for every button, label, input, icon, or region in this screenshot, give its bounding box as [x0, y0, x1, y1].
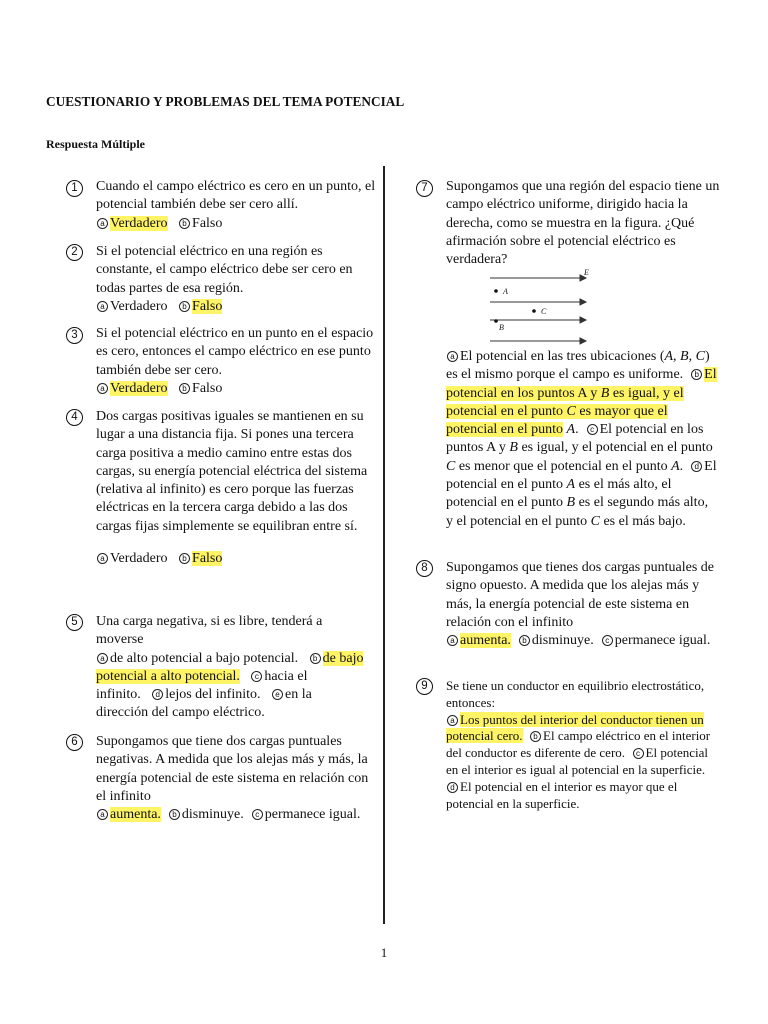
option-text: C [446, 458, 456, 474]
option-letter-badge: c [252, 809, 263, 820]
section-subtitle: Respuesta Múltiple [46, 137, 145, 151]
answer-option-c [601, 633, 711, 648]
answer-option-b [178, 551, 222, 566]
option-letter-badge: b [169, 809, 180, 820]
option-text: . [679, 458, 684, 474]
option-text: El potencial en el interior es mayor que el potencial en la superficie. [446, 778, 678, 811]
question-stem: Se tiene un conductor en equilibrio electrostático, entonces: [446, 678, 705, 710]
question-stem: Cuando el campo eléctrico es cero en un punto, el potencial también debe ser cero allí. [96, 179, 376, 213]
answer-options [96, 551, 222, 566]
option-letter-badge: a [97, 383, 108, 394]
point-a-dot [494, 289, 498, 293]
highlighted-answer-text: Falso [192, 298, 223, 314]
question-body [96, 325, 378, 398]
option-letter-badge: c [251, 671, 262, 682]
question-number-badge: 2 [66, 244, 83, 261]
highlighted-answer-text: Los puntos del interior del conductor tienen un potencial cero. [446, 711, 704, 744]
option-text: en la dirección del campo eléctrico. [96, 687, 312, 721]
option-text: C [695, 349, 705, 364]
point-label-a: A [503, 287, 508, 296]
answer-option-a [96, 216, 168, 231]
answer-option-d [151, 687, 260, 702]
option-letter-badge: a [97, 218, 108, 229]
option-letter-badge: b [691, 369, 702, 380]
option-letter-badge: b [530, 731, 541, 742]
option-text: B [680, 349, 689, 364]
answer-option-a [96, 651, 298, 666]
answer-option-b [178, 381, 222, 396]
question-body [446, 559, 722, 650]
option-letter-badge: d [447, 782, 458, 793]
option-letter-badge: b [179, 553, 190, 564]
highlighted-answer-text: es igual, y el potencial en el punto [446, 385, 684, 419]
option-letter-badge: b [179, 218, 190, 229]
question-options-block [446, 348, 718, 531]
page-title: CUESTIONARIO Y PROBLEMAS DEL TEMA POTENCIAL [46, 94, 405, 109]
option-text: El potencial en los puntos A y [446, 422, 704, 456]
highlighted-answer-text: aumenta. [460, 633, 511, 649]
highlighted-answer-text: Verdadero [110, 380, 168, 396]
question-number-badge: 4 [66, 409, 83, 426]
option-text: disminuye. [531, 633, 594, 649]
option-text: . [575, 422, 579, 438]
option-text: hacia el infinito. [96, 668, 308, 703]
option-text: es igual, y el potencial en el punto [517, 440, 713, 456]
option-letter-badge: a [97, 809, 108, 820]
option-text: es el más bajo. [599, 513, 686, 529]
answer-options [96, 299, 222, 314]
option-text: es menor que el potencial en el punto [455, 458, 672, 474]
option-text: El potencial en el punto [446, 458, 717, 493]
question-stem: Dos cargas positivas iguales se mantienen en su lugar a una distancia fija. Si pones una tercera carga positiva a medio camino entre estas dos cargas, su energía potencial eléctrica del sistema (relativa al infinito) es cero porque las fuerzas eléctricas en la tercera carga debido a las dos cargas fijas simplemente se equilibran entre sí. [96, 409, 368, 534]
option-text: A [566, 477, 576, 493]
option-letter-badge: a [97, 653, 108, 664]
option-text: Falso [192, 215, 223, 231]
point-b-dot [494, 319, 498, 323]
option-letter-badge: d [691, 461, 702, 472]
question-stem: Si el potencial eléctrico en una región es constante, el campo eléctrico debe ser cero en todas partes de esa región. [96, 244, 353, 296]
highlighted-answer-text: B [600, 385, 610, 401]
option-text: B [509, 440, 518, 456]
question-body [96, 613, 366, 723]
option-text: disminuye. [181, 807, 244, 823]
option-text: A [671, 458, 680, 474]
question-body [96, 243, 378, 316]
option-letter-badge: b [519, 635, 530, 646]
highlighted-answer-text: Falso [192, 551, 223, 567]
option-text: A [664, 349, 674, 364]
answer-option-a [96, 807, 161, 822]
point-label-b: B [499, 323, 504, 332]
point-label-c: C [541, 307, 547, 316]
option-letter-badge: d [152, 689, 163, 700]
highlighted-answer-text: C [566, 403, 576, 419]
option-text: de alto potencial a bajo potencial. [110, 650, 299, 666]
question-number-badge: 6 [66, 734, 83, 751]
answer-option-a [96, 551, 168, 566]
option-letter-badge: b [310, 653, 321, 664]
answer-option-b [178, 299, 222, 314]
option-text: Falso [192, 380, 223, 396]
highlighted-answer-text: Verdadero [110, 215, 168, 231]
option-text: A [566, 422, 576, 438]
option-text: lejos del infinito. [165, 687, 261, 703]
question-stem: Una carga negativa, si es libre, tenderá a moverse [96, 614, 323, 648]
option-text: Verdadero [110, 551, 168, 567]
answer-options [446, 349, 717, 529]
question-body [96, 733, 370, 824]
question-number-badge: 7 [416, 180, 433, 197]
answer-options [96, 216, 222, 231]
answer-option-b [178, 216, 222, 231]
option-text: B [566, 495, 576, 511]
question-body [96, 408, 378, 568]
highlighted-answer-text: de bajo potencial a alto potencial. [96, 650, 364, 684]
question-number-badge: 9 [416, 678, 433, 695]
option-text: El campo eléctrico en el interior del conductor es diferente de cero. [446, 728, 711, 761]
option-letter-badge: e [272, 689, 283, 700]
option-text: permanece igual. [614, 633, 711, 649]
option-letter-badge: a [97, 553, 108, 564]
option-letter-badge: a [447, 715, 458, 726]
answer-option-b [518, 633, 594, 648]
answer-option-c [251, 807, 361, 822]
answer-option-a [446, 349, 710, 382]
option-letter-badge: a [447, 635, 458, 646]
option-text: El potencial en las tres ubicaciones ( [460, 349, 665, 364]
answer-options [96, 651, 363, 721]
answer-option-b [168, 807, 244, 822]
question-body [446, 678, 714, 812]
field-label-e: E [584, 268, 589, 277]
highlighted-answer-text: El potencial en los puntos A y [446, 367, 717, 401]
answer-option-d [446, 779, 677, 811]
column-divider [383, 166, 385, 924]
question-number-badge: 8 [416, 560, 433, 577]
question-number-badge: 1 [66, 180, 83, 197]
answer-options [96, 381, 222, 396]
option-letter-badge: c [587, 424, 598, 435]
option-text: Verdadero [110, 298, 168, 314]
option-text: C [590, 513, 600, 529]
question-number-badge: 3 [66, 327, 83, 344]
answer-options [446, 633, 710, 648]
option-text: es el segundo más alto, y el potencial en el punto [446, 495, 709, 529]
option-text: permanece igual. [264, 807, 361, 823]
highlighted-answer-text: es mayor que el potencial en el punto [446, 403, 668, 438]
page-number: 1 [380, 945, 388, 960]
answer-option-a [96, 381, 168, 396]
answer-options [96, 807, 360, 822]
uniform-field-figure [484, 268, 594, 346]
option-letter-badge: a [447, 351, 458, 362]
question-stem: Supongamos que tienes dos cargas puntuales de signo opuesto. A medida que los alejas más y más, la energía potencial de este sistema en relación con el infinito [446, 560, 715, 630]
answer-options [446, 712, 712, 811]
option-letter-badge: b [179, 301, 190, 312]
question-stem: Si el potencial eléctrico en un punto en el espacio es cero, entonces el campo eléctrico en ese punto también debe ser cero. [96, 326, 374, 378]
highlighted-answer-text: aumenta. [110, 807, 161, 823]
point-c-dot [532, 309, 536, 313]
option-letter-badge: b [179, 383, 190, 394]
answer-option-a [96, 299, 168, 314]
option-text: ) es el mismo porque el campo es uniforme. [446, 349, 710, 383]
option-text: El potencial en el interior es igual al potencial en la superficie. [446, 745, 708, 777]
question-stem: Supongamos que una región del espacio tiene un campo eléctrico uniforme, dirigido hacia la derecha, como se muestra en la figura. ¿Qué afirmación sobre el potencial eléctrico es verdadera? [446, 179, 720, 268]
question-stem: Supongamos que tiene dos cargas puntuales negativas. A medida que los alejas más y más, la energía potencial de este sistema en relación con el infinito [96, 734, 369, 804]
option-letter-badge: a [97, 301, 108, 312]
option-text: , [673, 349, 681, 364]
option-letter-badge: c [633, 748, 644, 759]
option-text: , [688, 349, 696, 364]
option-text: es el más alto, el potencial en el punto [446, 477, 672, 511]
answer-option-a [446, 633, 511, 648]
question-body [96, 178, 378, 233]
option-letter-badge: c [602, 635, 613, 646]
question-number-badge: 5 [66, 614, 83, 631]
